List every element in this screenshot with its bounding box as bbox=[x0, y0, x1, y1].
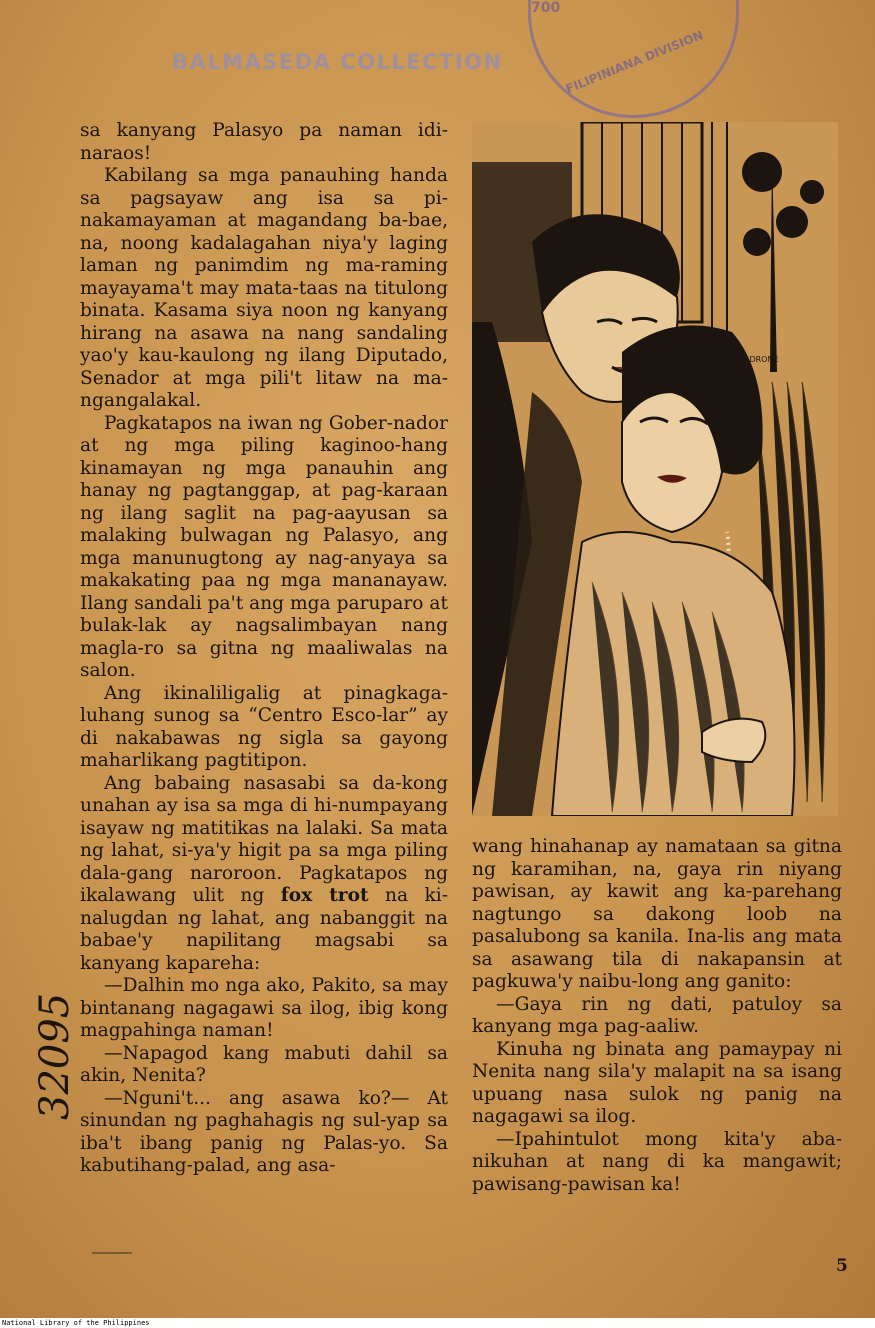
library-stamp-number: 700 bbox=[531, 0, 561, 16]
collection-stamp: BALMASEDA COLLECTION bbox=[172, 50, 503, 74]
handwritten-number-text: 32095 bbox=[32, 992, 78, 1120]
dialogue-line: —Nguni't... ang asawa ko?— At sinundan ng paghahagis ng sul-yap sa iba't ibang panig ng Palas-yo. Sa kabutihang-palad, ang asa- bbox=[80, 1087, 448, 1176]
paragraph: Ang ikinaliligalig at pinagkaga-luhang sunog sa “Centro Esco-lar” ay di nakabawas ng sigla sa gayong maharlikang pagtitipon. bbox=[80, 682, 448, 771]
handwritten-accession-number bbox=[22, 640, 82, 1120]
page-number: 5 bbox=[836, 1256, 848, 1276]
left-text-column bbox=[80, 120, 448, 1178]
paragraph-text: na ki-nalugdan ng lahat, ang nabanggit na babae'y napilitang magsabi sa kanyang kapareha: bbox=[80, 885, 448, 974]
dialogue-line: —Gaya rin ng dati, patuloy sa kanyang mga pag-aaliw. bbox=[472, 993, 842, 1037]
paragraph: Kabilang sa mga panauhing handa sa pagsayaw ang isa sa pi-nakamayaman at magandang ba-bae, na, noong kadalagahan niya'y laging laman ng panimdim ng ma-raming mayayama't may mata-taas na titulong binata. Kasama siya noon ng kanyang hirang na asawa na nang sandaling yao'y kau-kaulong ng ilang Diputado, Senador at mga pili't litaw na ma-ngangalakal. bbox=[80, 165, 448, 411]
library-stamp-text: FILIPINIANA DIVISION bbox=[563, 27, 706, 97]
dialogue-line: —Ipahintulot mong kita'y aba-nikuhan at nang di ka mangawit; pawisang-pawisan ka! bbox=[472, 1128, 842, 1195]
dialogue-line: —Napagod kang mabuti dahil sa akin, Nenita? bbox=[80, 1042, 448, 1086]
paragraph bbox=[80, 773, 448, 976]
right-text-column bbox=[472, 836, 842, 1196]
paragraph: Pagkatapos na iwan ng Gober-nador at ng mga piling kaginoo-hang kinamayan ng mga panauhin ang hanay ng pagtanggap, at pag-karaan ng ilang saglit na pag-aayusan sa malaking bulwagan ng Palasyo, ang mga manunugtong ay nag-anyaya sa makakating paa ng mga mananayaw. Ilang sandali pa't ang mga paruparo at bulak-lak ay nagsalimbayan nang magla-ro sa gitna ng maaliwalas na salon. bbox=[80, 412, 448, 681]
paragraph-text: Ang babaing nasasabi sa da-kong unahan ay isa sa mga di hi-numpayang isayaw ng matitikas na lalaki. Sa mata ng lahat, si-ya'y higit pa sa mga piling dala-gang naroroon. Pagkatapos ng ikalawang ulit ng bbox=[80, 772, 448, 906]
dance-name-emphasis: fox trot bbox=[280, 885, 369, 906]
illustrator-signature: M.DRONE bbox=[740, 355, 779, 364]
footer-credit: National Library of the Philippines bbox=[2, 1319, 150, 1327]
couple-illustration bbox=[472, 122, 838, 816]
dialogue-line: —Dalhin mo nga ako, Pakito, sa may bintanang nagagawi sa ilog, ibig kong magpahinga naman! bbox=[80, 975, 448, 1041]
paragraph: sa kanyang Palasyo pa naman idi-naraos! bbox=[80, 120, 448, 164]
library-stamp bbox=[528, 0, 739, 118]
paragraph: Kinuha ng binata ang pamaypay ni Nenita nang sila'y malapit na sa isang upuang nasa sulok ng panig na nagagawi sa ilog. bbox=[472, 1038, 842, 1127]
paragraph: wang hinahanap ay namataan sa gitna ng karamihan, na, gaya rin niyang pawisan, ay kawit ang ka-parehang nagtungo sa dakong loob na pasalubong sa kanila. Ina-lis ang mata sa asawang tila di nakapansin at pagkuwa'y naibu-long ang ganito: bbox=[472, 836, 842, 992]
decorative-dash bbox=[92, 1252, 132, 1254]
